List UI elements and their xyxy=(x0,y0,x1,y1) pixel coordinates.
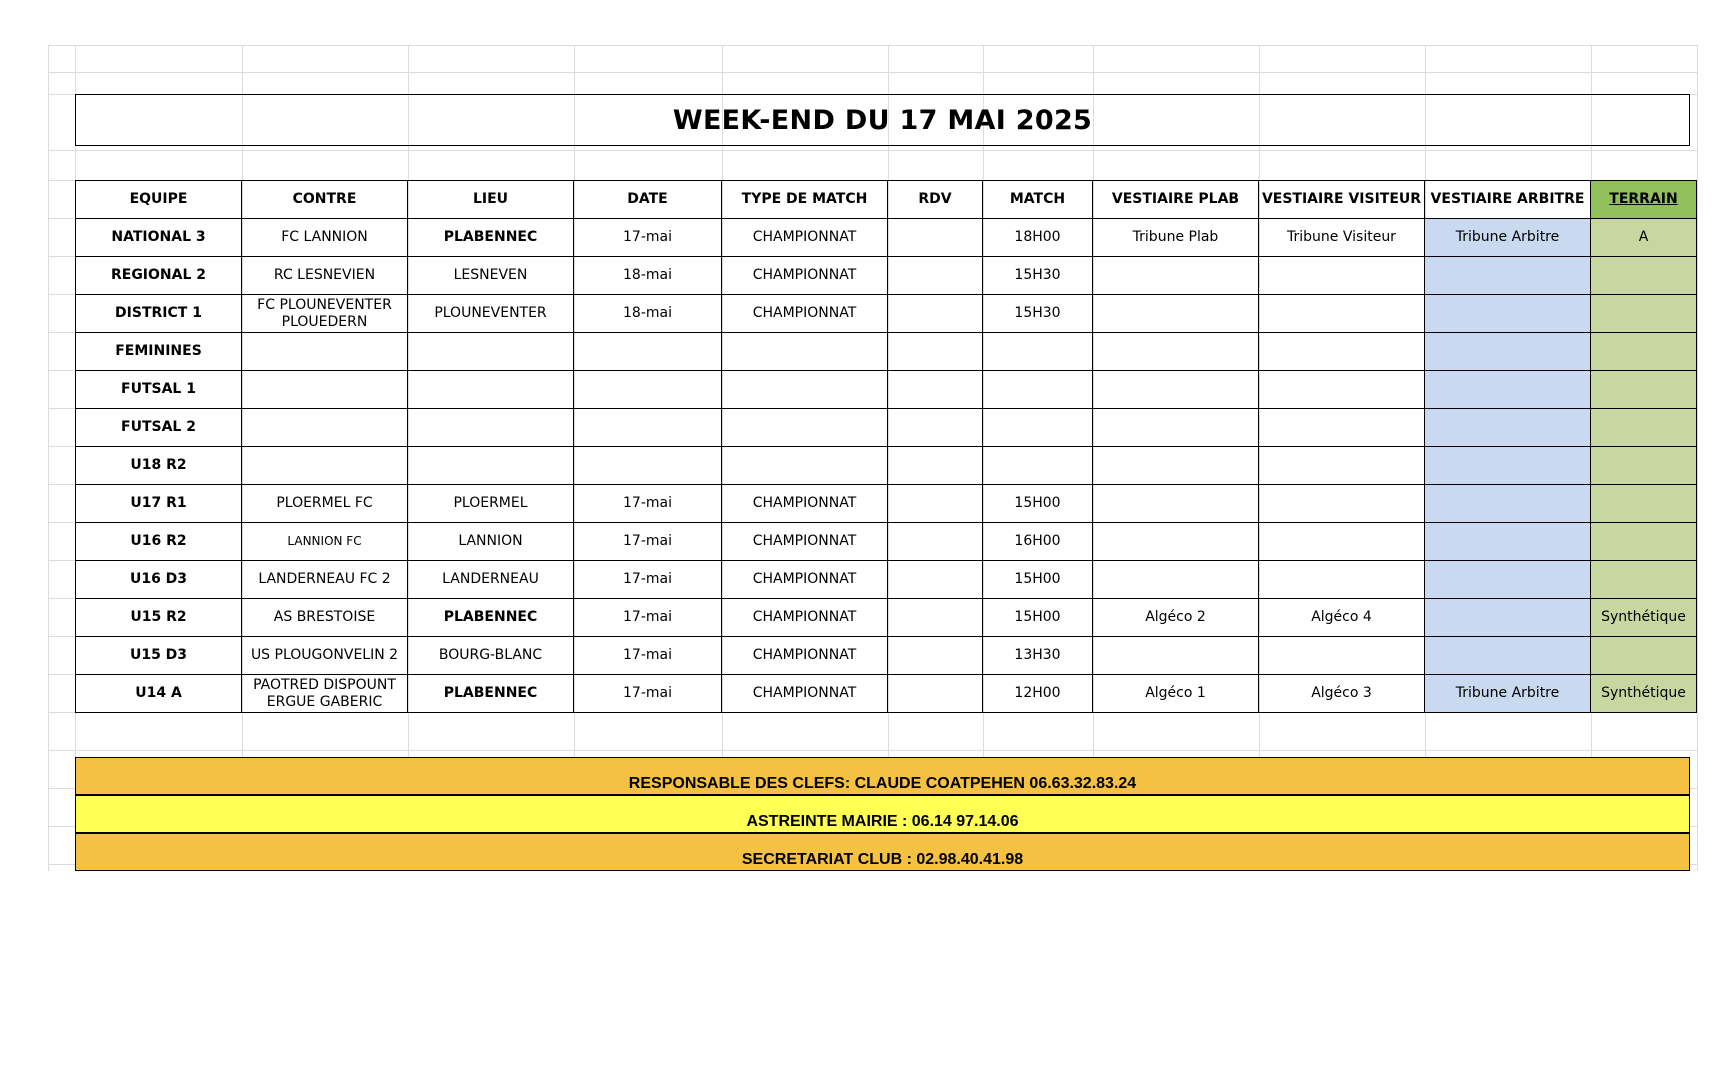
cell-type-de-match: CHAMPIONNAT xyxy=(722,257,888,295)
cell-contre xyxy=(242,371,408,409)
cell-date xyxy=(574,409,722,447)
cell-vestiaire-visiteur xyxy=(1259,333,1425,371)
cell-rdv xyxy=(888,675,983,713)
cell-date: 17-mai xyxy=(574,523,722,561)
cell-match: 15H00 xyxy=(983,599,1093,637)
cell-terrain xyxy=(1591,371,1697,409)
table-row xyxy=(76,523,1697,561)
cell-vestiaire-plab xyxy=(1093,447,1259,485)
cell-equipe: U16 D3 xyxy=(76,561,242,599)
cell-vestiaire-plab xyxy=(1093,409,1259,447)
table-row xyxy=(76,637,1697,675)
cell-vestiaire-arbitre xyxy=(1425,561,1591,599)
cell-vestiaire-plab xyxy=(1093,561,1259,599)
cell-contre: LANDERNEAU FC 2 xyxy=(242,561,408,599)
cell-lieu: PLABENNEC xyxy=(408,675,574,713)
cell-vestiaire-arbitre xyxy=(1425,447,1591,485)
cell-rdv xyxy=(888,637,983,675)
cell-vestiaire-arbitre xyxy=(1425,485,1591,523)
cell-lieu: LANNION xyxy=(408,523,574,561)
cell-date: 17-mai xyxy=(574,485,722,523)
cell-terrain xyxy=(1591,333,1697,371)
column-header-type-de-match: TYPE DE MATCH xyxy=(722,181,888,219)
cell-equipe: U16 R2 xyxy=(76,523,242,561)
cell-equipe: U17 R1 xyxy=(76,485,242,523)
cell-rdv xyxy=(888,485,983,523)
cell-lieu xyxy=(408,447,574,485)
cell-match: 13H30 xyxy=(983,637,1093,675)
column-header-terrain: TERRAIN xyxy=(1591,181,1697,219)
cell-type-de-match xyxy=(722,333,888,371)
cell-vestiaire-plab xyxy=(1093,295,1259,333)
cell-type-de-match: CHAMPIONNAT xyxy=(722,675,888,713)
cell-vestiaire-plab xyxy=(1093,333,1259,371)
cell-contre: PLOERMEL FC xyxy=(242,485,408,523)
cell-contre: AS BRESTOISE xyxy=(242,599,408,637)
cell-contre: RC LESNEVIEN xyxy=(242,257,408,295)
cell-terrain xyxy=(1591,257,1697,295)
cell-terrain xyxy=(1591,295,1697,333)
cell-match: 18H00 xyxy=(983,219,1093,257)
cell-date xyxy=(574,447,722,485)
cell-contre: FC PLOUNEVENTER PLOUEDERN xyxy=(242,295,408,333)
cell-match xyxy=(983,371,1093,409)
cell-vestiaire-visiteur xyxy=(1259,371,1425,409)
cell-date: 17-mai xyxy=(574,637,722,675)
cell-contre: US PLOUGONVELIN 2 xyxy=(242,637,408,675)
cell-lieu: LANDERNEAU xyxy=(408,561,574,599)
cell-vestiaire-arbitre xyxy=(1425,523,1591,561)
table-row xyxy=(76,409,1697,447)
cell-match: 15H30 xyxy=(983,257,1093,295)
cell-match: 15H00 xyxy=(983,561,1093,599)
cell-terrain xyxy=(1591,447,1697,485)
cell-match xyxy=(983,409,1093,447)
table-row xyxy=(76,599,1697,637)
table-row xyxy=(76,295,1697,333)
cell-vestiaire-arbitre: Tribune Arbitre xyxy=(1425,219,1591,257)
cell-vestiaire-arbitre xyxy=(1425,371,1591,409)
cell-equipe: FEMININES xyxy=(76,333,242,371)
cell-lieu: PLOUNEVENTER xyxy=(408,295,574,333)
cell-rdv xyxy=(888,561,983,599)
table-row xyxy=(76,257,1697,295)
cell-vestiaire-plab xyxy=(1093,523,1259,561)
cell-type-de-match: CHAMPIONNAT xyxy=(722,561,888,599)
cell-terrain: Synthétique xyxy=(1591,599,1697,637)
table-row xyxy=(76,333,1697,371)
cell-rdv xyxy=(888,257,983,295)
town-hall-oncall-bar: ASTREINTE MAIRIE : 06.14 97.14.06 xyxy=(75,795,1690,833)
cell-type-de-match xyxy=(722,371,888,409)
cell-vestiaire-plab xyxy=(1093,371,1259,409)
cell-vestiaire-visiteur xyxy=(1259,257,1425,295)
cell-rdv xyxy=(888,523,983,561)
cell-vestiaire-arbitre: Tribune Arbitre xyxy=(1425,675,1591,713)
cell-lieu: PLABENNEC xyxy=(408,599,574,637)
cell-equipe: FUTSAL 1 xyxy=(76,371,242,409)
cell-vestiaire-arbitre xyxy=(1425,295,1591,333)
cell-contre: LANNION FC xyxy=(242,523,408,561)
cell-contre xyxy=(242,333,408,371)
cell-vestiaire-visiteur: Tribune Visiteur xyxy=(1259,219,1425,257)
cell-equipe: FUTSAL 2 xyxy=(76,409,242,447)
header-row xyxy=(76,181,1697,219)
cell-match xyxy=(983,447,1093,485)
cell-rdv xyxy=(888,447,983,485)
cell-vestiaire-visiteur xyxy=(1259,447,1425,485)
cell-rdv xyxy=(888,599,983,637)
column-header-equipe: EQUIPE xyxy=(76,181,242,219)
cell-match: 16H00 xyxy=(983,523,1093,561)
cell-date: 17-mai xyxy=(574,599,722,637)
cell-lieu: BOURG-BLANC xyxy=(408,637,574,675)
cell-date: 17-mai xyxy=(574,675,722,713)
cell-vestiaire-visiteur xyxy=(1259,485,1425,523)
cell-rdv xyxy=(888,219,983,257)
table-row xyxy=(76,219,1697,257)
cell-terrain: A xyxy=(1591,219,1697,257)
cell-equipe: U15 D3 xyxy=(76,637,242,675)
cell-vestiaire-plab: Tribune Plab xyxy=(1093,219,1259,257)
cell-equipe: REGIONAL 2 xyxy=(76,257,242,295)
club-secretariat-bar: SECRETARIAT CLUB : 02.98.40.41.98 xyxy=(75,833,1690,871)
column-header-vestiaire-visiteur: VESTIAIRE VISITEUR xyxy=(1259,181,1425,219)
cell-lieu xyxy=(408,371,574,409)
cell-type-de-match xyxy=(722,447,888,485)
cell-type-de-match: CHAMPIONNAT xyxy=(722,599,888,637)
cell-equipe: U15 R2 xyxy=(76,599,242,637)
cell-lieu xyxy=(408,409,574,447)
cell-vestiaire-visiteur: Algéco 3 xyxy=(1259,675,1425,713)
cell-rdv xyxy=(888,333,983,371)
cell-date: 18-mai xyxy=(574,295,722,333)
cell-vestiaire-arbitre xyxy=(1425,637,1591,675)
cell-vestiaire-plab xyxy=(1093,485,1259,523)
cell-date xyxy=(574,333,722,371)
cell-terrain xyxy=(1591,561,1697,599)
cell-lieu: PLABENNEC xyxy=(408,219,574,257)
cell-vestiaire-visiteur xyxy=(1259,295,1425,333)
cell-lieu: LESNEVEN xyxy=(408,257,574,295)
cell-type-de-match: CHAMPIONNAT xyxy=(722,295,888,333)
cell-terrain xyxy=(1591,485,1697,523)
keys-responsible-bar: RESPONSABLE DES CLEFS: CLAUDE COATPEHEN 06.63.32.83.24 xyxy=(75,757,1690,795)
cell-lieu xyxy=(408,333,574,371)
page-title: WEEK-END DU 17 MAI 2025 xyxy=(75,94,1690,146)
cell-vestiaire-plab xyxy=(1093,637,1259,675)
cell-terrain xyxy=(1591,409,1697,447)
cell-vestiaire-arbitre xyxy=(1425,257,1591,295)
cell-type-de-match: CHAMPIONNAT xyxy=(722,219,888,257)
column-header-vestiaire-arbitre: VESTIAIRE ARBITRE xyxy=(1425,181,1591,219)
column-header-vestiaire-plab: VESTIAIRE PLAB xyxy=(1093,181,1259,219)
cell-lieu: PLOERMEL xyxy=(408,485,574,523)
cell-vestiaire-visiteur xyxy=(1259,637,1425,675)
cell-terrain xyxy=(1591,637,1697,675)
cell-equipe: NATIONAL 3 xyxy=(76,219,242,257)
column-header-lieu: LIEU xyxy=(408,181,574,219)
cell-date: 17-mai xyxy=(574,219,722,257)
cell-vestiaire-plab: Algéco 1 xyxy=(1093,675,1259,713)
schedule-table xyxy=(75,180,1697,713)
cell-contre: FC LANNION xyxy=(242,219,408,257)
cell-terrain: Synthétique xyxy=(1591,675,1697,713)
cell-terrain xyxy=(1591,523,1697,561)
table-row xyxy=(76,561,1697,599)
cell-match: 15H00 xyxy=(983,485,1093,523)
column-header-date: DATE xyxy=(574,181,722,219)
cell-rdv xyxy=(888,295,983,333)
table-row xyxy=(76,447,1697,485)
cell-type-de-match: CHAMPIONNAT xyxy=(722,523,888,561)
cell-vestiaire-arbitre xyxy=(1425,409,1591,447)
cell-vestiaire-visiteur: Algéco 4 xyxy=(1259,599,1425,637)
cell-date: 17-mai xyxy=(574,561,722,599)
table-row xyxy=(76,371,1697,409)
cell-vestiaire-visiteur xyxy=(1259,409,1425,447)
cell-rdv xyxy=(888,409,983,447)
cell-vestiaire-visiteur xyxy=(1259,523,1425,561)
cell-contre: PAOTRED DISPOUNT ERGUE GABERIC xyxy=(242,675,408,713)
cell-vestiaire-arbitre xyxy=(1425,333,1591,371)
cell-vestiaire-visiteur xyxy=(1259,561,1425,599)
cell-equipe: DISTRICT 1 xyxy=(76,295,242,333)
cell-contre xyxy=(242,447,408,485)
cell-equipe: U14 A xyxy=(76,675,242,713)
table-row xyxy=(76,485,1697,523)
cell-match: 12H00 xyxy=(983,675,1093,713)
cell-rdv xyxy=(888,371,983,409)
cell-date xyxy=(574,371,722,409)
table-row xyxy=(76,675,1697,713)
cell-date: 18-mai xyxy=(574,257,722,295)
cell-vestiaire-arbitre xyxy=(1425,599,1591,637)
cell-equipe: U18 R2 xyxy=(76,447,242,485)
cell-match xyxy=(983,333,1093,371)
cell-type-de-match: CHAMPIONNAT xyxy=(722,485,888,523)
cell-type-de-match xyxy=(722,409,888,447)
column-header-rdv: RDV xyxy=(888,181,983,219)
cell-contre xyxy=(242,409,408,447)
column-header-contre: CONTRE xyxy=(242,181,408,219)
cell-vestiaire-plab: Algéco 2 xyxy=(1093,599,1259,637)
cell-vestiaire-plab xyxy=(1093,257,1259,295)
cell-match: 15H30 xyxy=(983,295,1093,333)
cell-type-de-match: CHAMPIONNAT xyxy=(722,637,888,675)
column-header-match: MATCH xyxy=(983,181,1093,219)
